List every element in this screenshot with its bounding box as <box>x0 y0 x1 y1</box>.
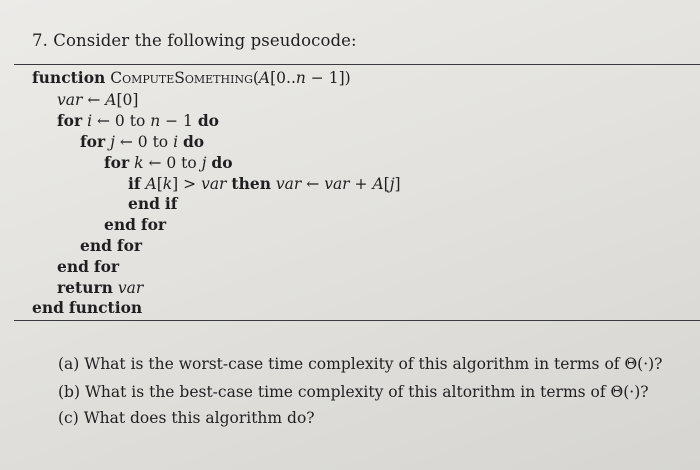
code-line-end-function: end function <box>32 298 143 317</box>
question-title: 7. Consider the following pseudocode: <box>32 31 357 50</box>
code-line-end-for-j: end for <box>80 236 143 255</box>
code-line-for-i: for i ← 0 to n − 1 do <box>57 111 220 130</box>
code-line-var-init: var ← A[0] <box>57 91 139 109</box>
code-line-end-for-k: end for <box>104 215 167 234</box>
subquestion-c: (c) What does this algorithm do? <box>58 409 315 427</box>
code-line-for-k: for k ← 0 to j do <box>104 153 233 172</box>
top-rule <box>14 64 700 65</box>
code-line-function-header: function ComputeSomething(A[0..n − 1]) <box>32 68 351 87</box>
code-line-if: if A[k] > var then var ← var + A[j] <box>128 174 401 193</box>
code-line-end-for-i: end for <box>57 257 120 276</box>
bottom-rule <box>14 320 700 321</box>
code-line-return: return var <box>57 278 144 297</box>
subquestion-a: (a) What is the worst-case time complexity of this algorithm in terms of Θ(·)? <box>58 355 663 373</box>
subquestion-b: (b) What is the best-case time complexity of this altorithm in terms of Θ(·)? <box>58 383 649 401</box>
function-name: ComputeSomething <box>110 69 253 87</box>
code-line-end-if: end if <box>128 194 178 213</box>
code-line-for-j: for j ← 0 to i do <box>80 132 205 151</box>
